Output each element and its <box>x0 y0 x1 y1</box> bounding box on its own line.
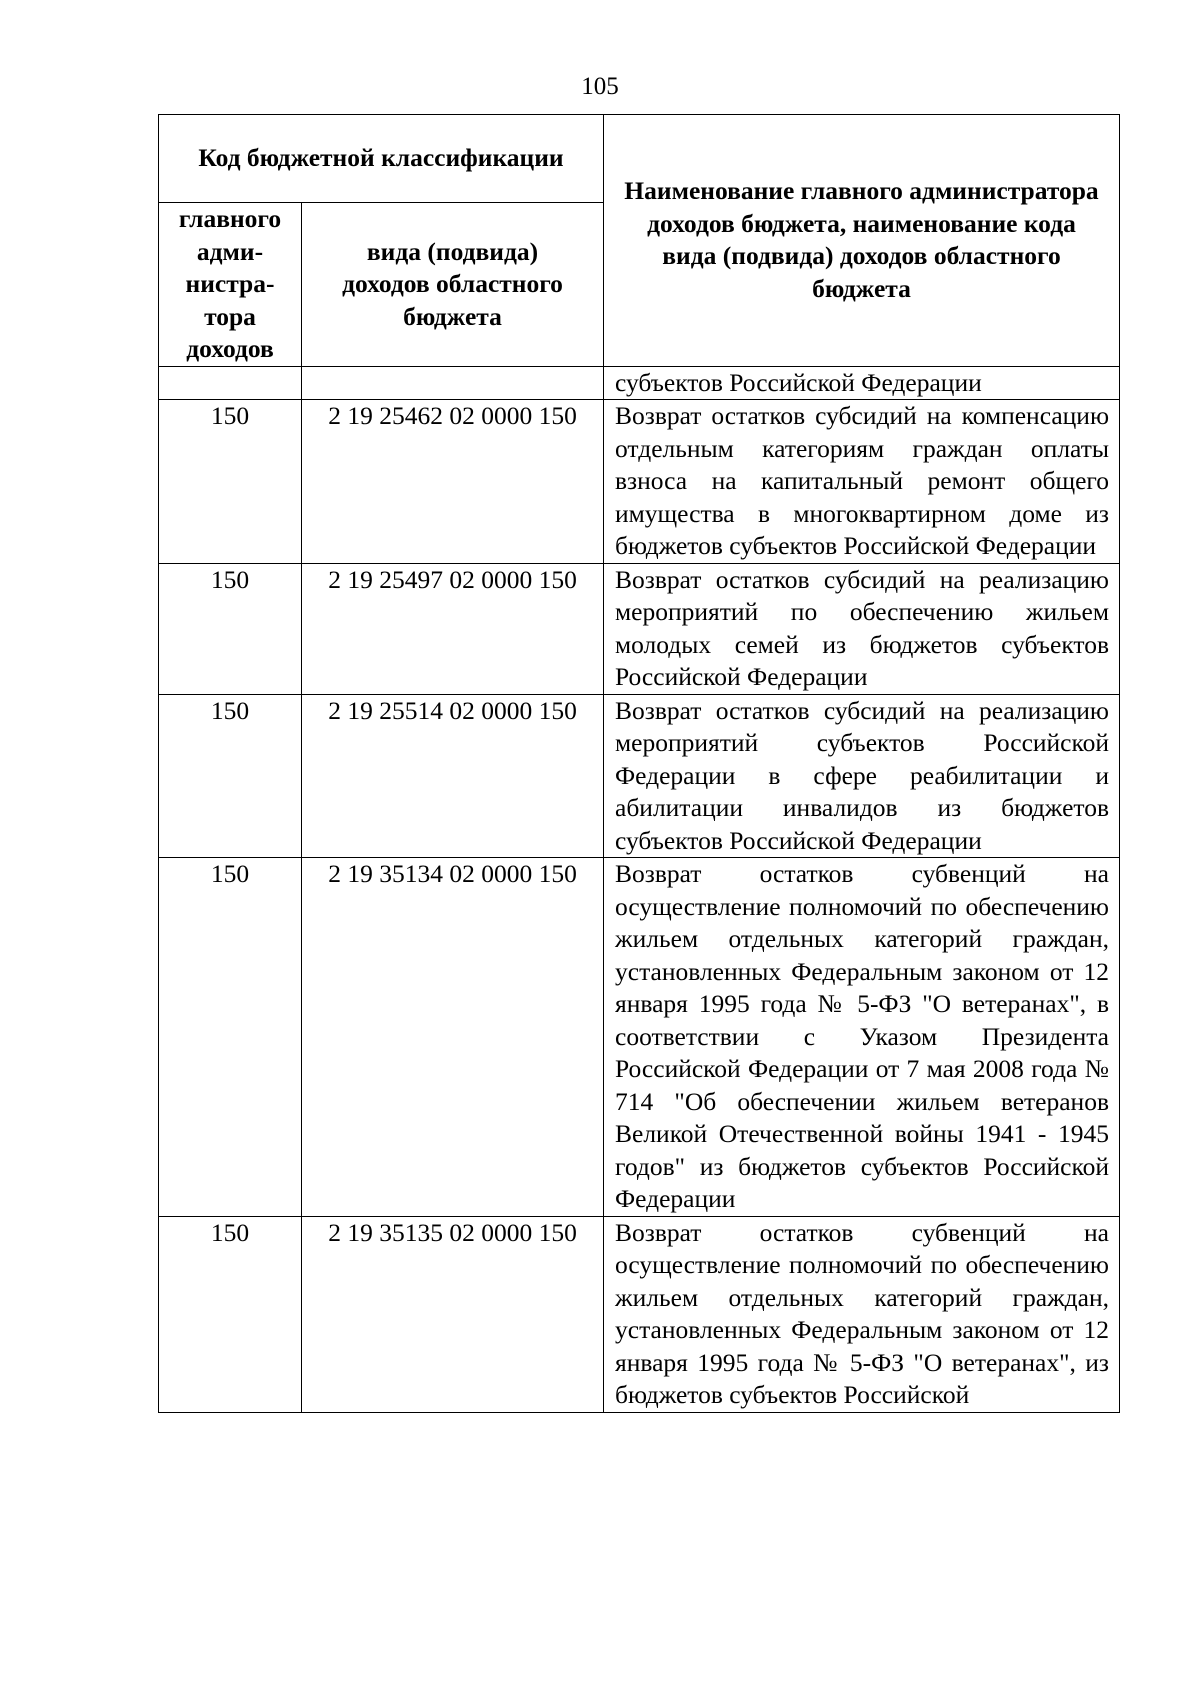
page-number: 105 <box>581 73 619 100</box>
budget-classification-table <box>158 114 1120 1413</box>
cell-admin-code: 150 <box>159 563 302 694</box>
header-kind-code: вида (подвида) доходов областного бюджета <box>302 203 604 367</box>
cell-admin-code: 150 <box>159 1216 302 1412</box>
cell-admin-code: 150 <box>159 400 302 564</box>
table-body <box>159 366 1120 1412</box>
cell-kind-code: 2 19 25497 02 0000 150 <box>302 563 604 694</box>
header-admin-code: главного адми- нистра- тора доходов <box>159 203 302 367</box>
cell-kind-code: 2 19 35134 02 0000 150 <box>302 858 604 1217</box>
cell-name: Возврат остатков субсидий на реализацию мероприятий по обеспечению жильем молодых семей из бюджетов субъектов Российской Федерации <box>604 563 1120 694</box>
header-code-group: Код бюджетной классификации <box>159 115 604 203</box>
table-row <box>159 400 1120 564</box>
table-row-continuation <box>159 366 1120 400</box>
cell-kind-code: 2 19 25462 02 0000 150 <box>302 400 604 564</box>
cell-name: Возврат остатков субсидий на реализацию мероприятий субъектов Российской Федерации в сфере реабилитации и абилитации инвалидов из бюджетов субъектов Российской Федерации <box>604 694 1120 858</box>
cell-kind-code: 2 19 35135 02 0000 150 <box>302 1216 604 1412</box>
table-row <box>159 1216 1120 1412</box>
cell-admin-code: 150 <box>159 858 302 1217</box>
cell-name: субъектов Российской Федерации <box>604 366 1120 400</box>
table-header <box>159 115 1120 367</box>
cell-name: Возврат остатков субвенций на осуществление полномочий по обеспечению жильем отдельных категорий граждан, установленных Федеральным законом от 12 января 1995 года № 5-ФЗ "О ветеранах", из бюджетов субъектов Российской <box>604 1216 1120 1412</box>
table-row <box>159 694 1120 858</box>
cell-kind-code <box>302 366 604 400</box>
cell-name: Возврат остатков субсидий на компенсацию отдельным категориям граждан оплаты взноса на капитальный ремонт общего имущества в многоквартирном доме из бюджетов субъектов Российской Федерации <box>604 400 1120 564</box>
cell-admin-code: 150 <box>159 694 302 858</box>
table-row <box>159 563 1120 694</box>
cell-name: Возврат остатков субвенций на осуществление полномочий по обеспечению жильем отдельных категорий граждан, установленных Федеральным законом от 12 января 1995 года № 5-ФЗ "О ветеранах", в соответствии с Указом Президента Российской Федерации от 7 мая 2008 года № 714 "Об обеспечении жильем ветеранов Великой Отечественной войны 1941 - 1945 годов" из бюджетов субъектов Российской Федерации <box>604 858 1120 1217</box>
cell-kind-code: 2 19 25514 02 0000 150 <box>302 694 604 858</box>
cell-admin-code <box>159 366 302 400</box>
header-name: Наименование главного администратора доходов бюджета, наименование кода вида (подвида) доходов областного бюджета <box>604 115 1120 367</box>
table-row <box>159 858 1120 1217</box>
